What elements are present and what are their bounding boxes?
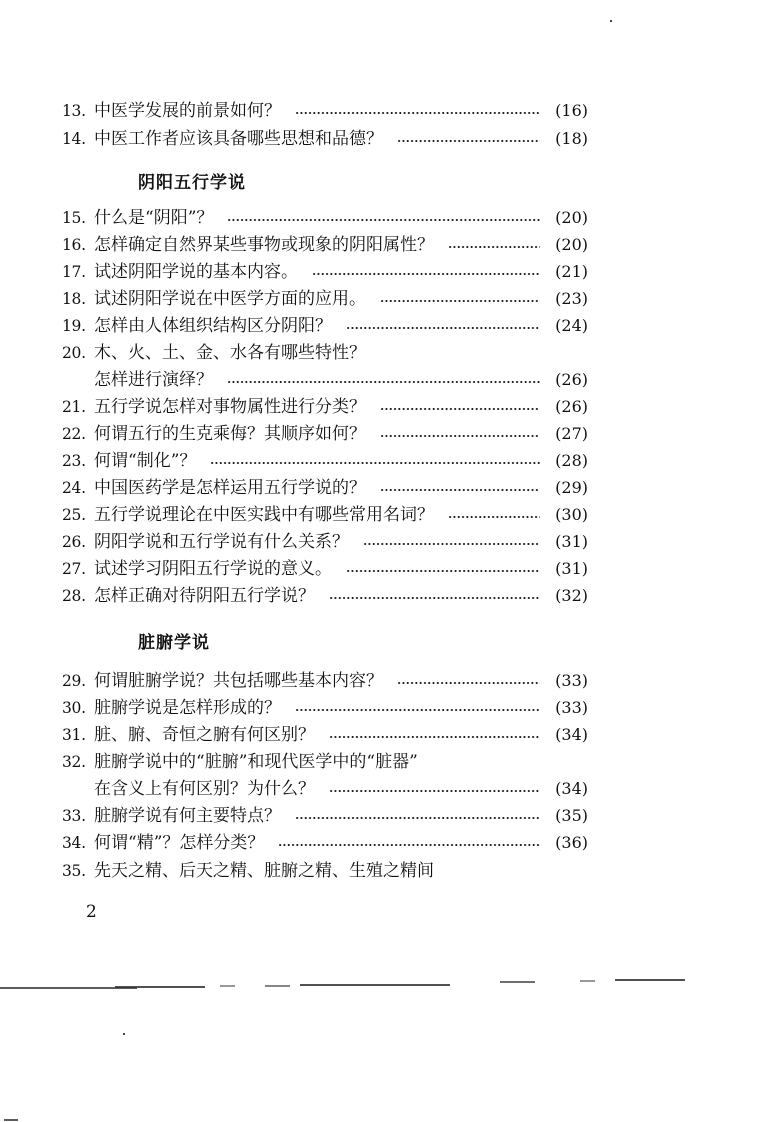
entry-number: 30. — [62, 699, 86, 717]
dot-leader — [295, 98, 540, 124]
dot-leader — [312, 259, 540, 285]
entry-title: 脏腑学说中的“脏腑”和现代医学中的“脏器” — [94, 752, 418, 772]
toc-entry — [62, 394, 588, 420]
toc-entry — [62, 126, 588, 152]
toc-entry — [62, 529, 588, 555]
toc-entry — [62, 695, 588, 721]
entry-page: (26) — [555, 397, 588, 416]
entry-title: 木、火、土、金、水各有哪些特性？ — [94, 343, 366, 363]
scan-artifact-line — [580, 980, 595, 982]
toc-entry-continuation — [62, 367, 588, 393]
entry-number: 31. — [62, 726, 86, 744]
entry-title: 中医工作者应该具备哪些思想和品德？ — [94, 129, 383, 149]
entry-title: 五行学说理论在中医实践中有哪些常用名词？ — [94, 505, 434, 525]
entry-number: 16. — [62, 236, 86, 254]
dot-leader — [380, 394, 540, 420]
entry-title: 脏腑学说是怎样形成的？ — [94, 698, 281, 718]
entry-title: 阴阳学说和五行学说有什么关系？ — [94, 532, 349, 552]
toc-entry — [62, 722, 588, 748]
entry-page: (32) — [555, 586, 588, 605]
toc-entry — [62, 556, 588, 582]
scan-speck — [123, 1033, 125, 1035]
entry-page: (33) — [555, 698, 588, 717]
entry-number: 18. — [62, 290, 86, 308]
entry-title: 怎样由人体组织结构区分阴阳？ — [94, 316, 332, 336]
scan-artifact-line — [115, 986, 205, 988]
toc-entry — [62, 340, 588, 366]
entry-number: 21. — [62, 398, 86, 416]
entry-number: 34. — [62, 834, 86, 852]
entry-title: 五行学说怎样对事物属性进行分类？ — [94, 397, 366, 417]
scan-artifact-line — [4, 1119, 18, 1121]
scan-artifact-line — [300, 984, 450, 986]
entry-title: 怎样正确对待阴阳五行学说？ — [94, 586, 315, 606]
dot-leader — [363, 529, 540, 555]
page-number: 2 — [86, 902, 97, 922]
dot-leader — [329, 722, 540, 748]
entry-title: 何谓脏腑学说？共包括哪些基本内容？ — [94, 671, 383, 691]
dot-leader — [278, 830, 540, 856]
entry-number: 23. — [62, 452, 86, 470]
dot-leader — [380, 421, 540, 447]
entry-page: (26) — [555, 370, 588, 389]
toc-entry — [62, 232, 588, 258]
entry-page: (27) — [555, 424, 588, 443]
entry-title-continuation: 在含义上有何区别？为什么？ — [94, 779, 315, 799]
dot-leader — [227, 367, 540, 393]
entry-number: 29. — [62, 672, 86, 690]
toc-entry — [62, 205, 588, 231]
entry-page: (29) — [555, 478, 588, 497]
toc-entry — [62, 98, 588, 124]
entry-page: (24) — [555, 316, 588, 335]
entry-number: 24. — [62, 479, 86, 497]
entry-number: 14. — [62, 130, 86, 148]
dot-leader — [295, 695, 540, 721]
entry-page: (33) — [555, 671, 588, 690]
entry-title: 何谓五行的生克乘侮？其顺序如何？ — [94, 424, 366, 444]
toc-entry — [62, 259, 588, 285]
entry-page: (28) — [555, 451, 588, 470]
entry-page: (31) — [555, 532, 588, 551]
dot-leader — [380, 286, 540, 312]
entry-page: (21) — [555, 262, 588, 281]
toc-entry — [62, 313, 588, 339]
entry-number: 33. — [62, 807, 86, 825]
entry-number: 27. — [62, 560, 86, 578]
entry-title: 何谓“精”？怎样分类？ — [94, 833, 265, 853]
toc-entry — [62, 583, 588, 609]
entry-number: 13. — [62, 102, 86, 120]
dot-leader — [397, 126, 540, 152]
entry-page: (35) — [555, 806, 588, 825]
entry-title: 试述阴阳学说的基本内容。 — [94, 262, 298, 282]
entry-title: 中医学发展的前景如何？ — [94, 101, 281, 121]
entry-page: (20) — [555, 235, 588, 254]
entry-title: 什么是“阴阳”？ — [94, 208, 214, 228]
dot-leader — [346, 556, 540, 582]
entry-page: (30) — [555, 505, 588, 524]
entry-title: 脏、腑、奇恒之腑有何区别？ — [94, 725, 315, 745]
entry-number: 15. — [62, 209, 86, 227]
dot-leader — [346, 313, 540, 339]
entry-page: (31) — [555, 559, 588, 578]
scan-artifact-line — [615, 979, 685, 981]
entry-page: (34) — [555, 779, 588, 798]
dot-leader — [397, 668, 540, 694]
entry-page: (20) — [555, 208, 588, 227]
entry-title: 试述学习阴阳五行学说的意义。 — [94, 559, 332, 579]
entry-title: 试述阴阳学说在中医学方面的应用。 — [94, 289, 366, 309]
dot-leader — [295, 803, 540, 829]
toc-entry — [62, 502, 588, 528]
entry-number: 28. — [62, 587, 86, 605]
entry-title: 脏腑学说有何主要特点？ — [94, 806, 281, 826]
toc-entry-continuation — [62, 776, 588, 802]
toc-entry — [62, 448, 588, 474]
section-heading: 脏腑学说 — [138, 633, 210, 653]
dot-leader — [227, 205, 540, 231]
entry-page: (23) — [555, 289, 588, 308]
scan-artifact-line — [220, 985, 235, 987]
scan-artifact-line — [265, 985, 290, 987]
entry-page: (18) — [555, 129, 588, 148]
toc-entry — [62, 421, 588, 447]
entry-number: 35. — [62, 862, 86, 880]
dot-leader — [448, 502, 540, 528]
entry-number: 20. — [62, 344, 86, 362]
dot-leader — [380, 475, 540, 501]
scan-speck — [610, 20, 612, 22]
toc-entry — [62, 858, 588, 884]
entry-title-continuation: 怎样进行演绎？ — [94, 370, 213, 390]
entry-title: 中国医药学是怎样运用五行学说的？ — [94, 478, 366, 498]
toc-entry — [62, 803, 588, 829]
entry-page: (34) — [555, 725, 588, 744]
entry-number: 22. — [62, 425, 86, 443]
toc-entry — [62, 830, 588, 856]
dot-leader — [329, 583, 540, 609]
entry-number: 17. — [62, 263, 86, 281]
dot-leader — [210, 448, 540, 474]
toc-entry — [62, 475, 588, 501]
dot-leader — [448, 232, 540, 258]
section-heading: 阴阳五行学说 — [138, 173, 246, 193]
toc-entry — [62, 286, 588, 312]
entry-number: 32. — [62, 753, 86, 771]
entry-number: 26. — [62, 533, 86, 551]
entry-number: 25. — [62, 506, 86, 524]
scan-artifact-line — [500, 981, 535, 983]
entry-page: (36) — [555, 833, 588, 852]
entry-page: (16) — [555, 101, 588, 120]
toc-entry — [62, 749, 588, 775]
entry-title: 先天之精、后天之精、脏腑之精、生殖之精间 — [94, 861, 434, 881]
entry-number: 19. — [62, 317, 86, 335]
toc-entry — [62, 668, 588, 694]
dot-leader — [329, 776, 540, 802]
entry-title: 怎样确定自然界某些事物或现象的阴阳属性？ — [94, 235, 434, 255]
entry-title: 何谓“制化”？ — [94, 451, 197, 471]
